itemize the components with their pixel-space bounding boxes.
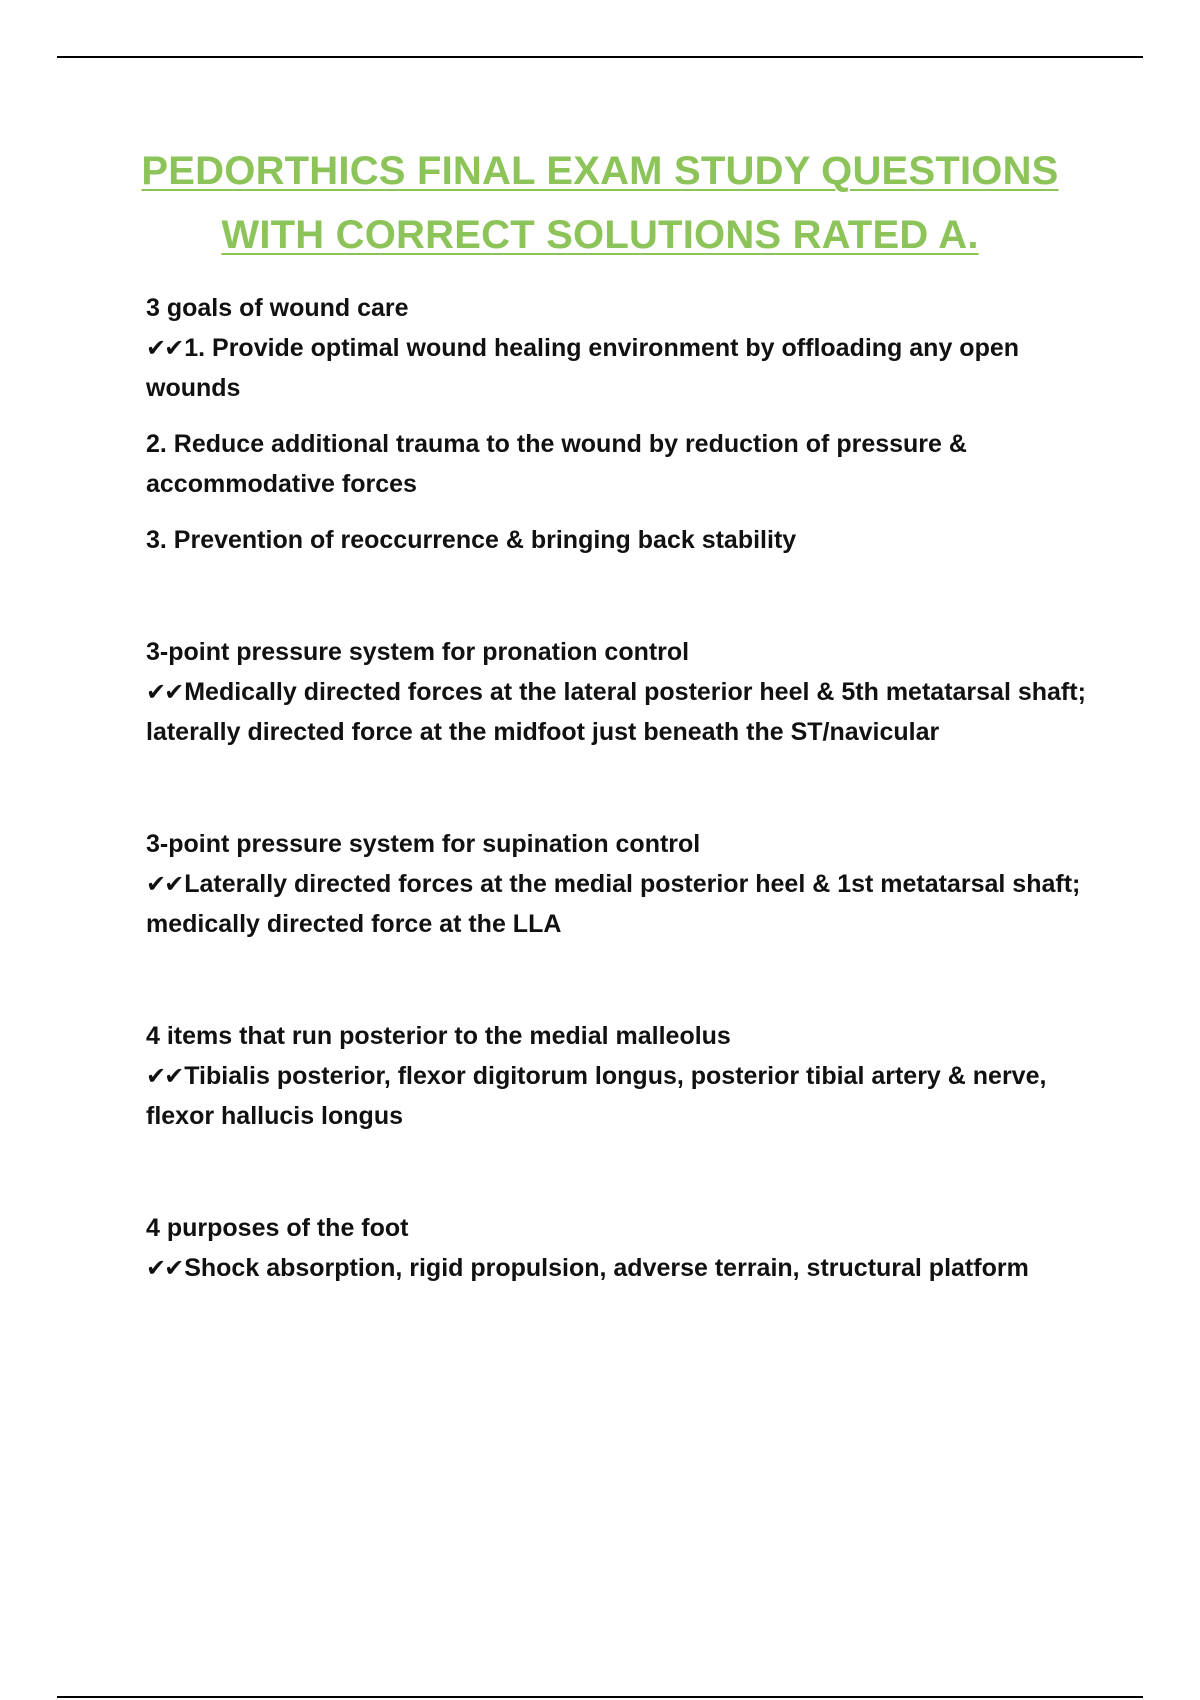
answer-line: Laterally directed forces at the medial posterior heel & 1st metatarsal shaft; medically directed force at the LLA — [146, 870, 1081, 938]
answer-line: Tibialis posterior, flexor digitorum longus, posterior tibial artery & nerve, flexor hallucis longus — [146, 1062, 1047, 1130]
answer-line: Medically directed forces at the lateral posterior heel & 5th metatarsal shaft; laterally directed force at the midfoot just beneath the ST/navicular — [146, 678, 1086, 746]
answer-text: 2. Reduce additional trauma to the wound by reduction of pressure & accommodative forces — [146, 430, 967, 498]
answer-text — [146, 328, 1086, 408]
document-title — [120, 148, 1080, 258]
qa-item — [146, 1208, 1086, 1288]
question-text: 3 goals of wound care — [146, 294, 409, 322]
answer-text: 3. Prevention of reoccurrence & bringing back stability — [146, 526, 797, 554]
double-check-icon: ✔✔ — [146, 870, 183, 898]
answer-line: Shock absorption, rigid propulsion, adverse terrain, structural platform — [184, 1254, 1029, 1282]
answer-text — [146, 864, 1086, 944]
double-check-icon: ✔✔ — [146, 334, 183, 362]
question-text: 3-point pressure system for pronation control — [146, 638, 690, 666]
title-line-1: PEDORTHICS FINAL EXAM STUDY QUESTIONS — [141, 149, 1059, 193]
answer-line: 1. Provide optimal wound healing environment by offloading any open wounds — [146, 334, 1020, 402]
top-rule — [57, 56, 1143, 58]
bottom-rule — [57, 1696, 1143, 1698]
qa-item — [146, 632, 1086, 752]
qa-content — [146, 288, 1086, 1360]
answer-text — [146, 1056, 1086, 1136]
double-check-icon: ✔✔ — [146, 678, 183, 706]
double-check-icon: ✔✔ — [146, 1254, 183, 1282]
question-text: 3-point pressure system for supination control — [146, 830, 701, 858]
title-line-2: WITH CORRECT SOLUTIONS RATED A. — [221, 213, 979, 257]
qa-item — [146, 288, 1086, 560]
answer-text — [146, 672, 1086, 752]
question-text: 4 items that run posterior to the medial malleolus — [146, 1022, 731, 1050]
qa-item — [146, 824, 1086, 944]
qa-item — [146, 1016, 1086, 1136]
answer-text — [146, 1248, 1086, 1288]
double-check-icon: ✔✔ — [146, 1062, 183, 1090]
question-text: 4 purposes of the foot — [146, 1214, 409, 1242]
